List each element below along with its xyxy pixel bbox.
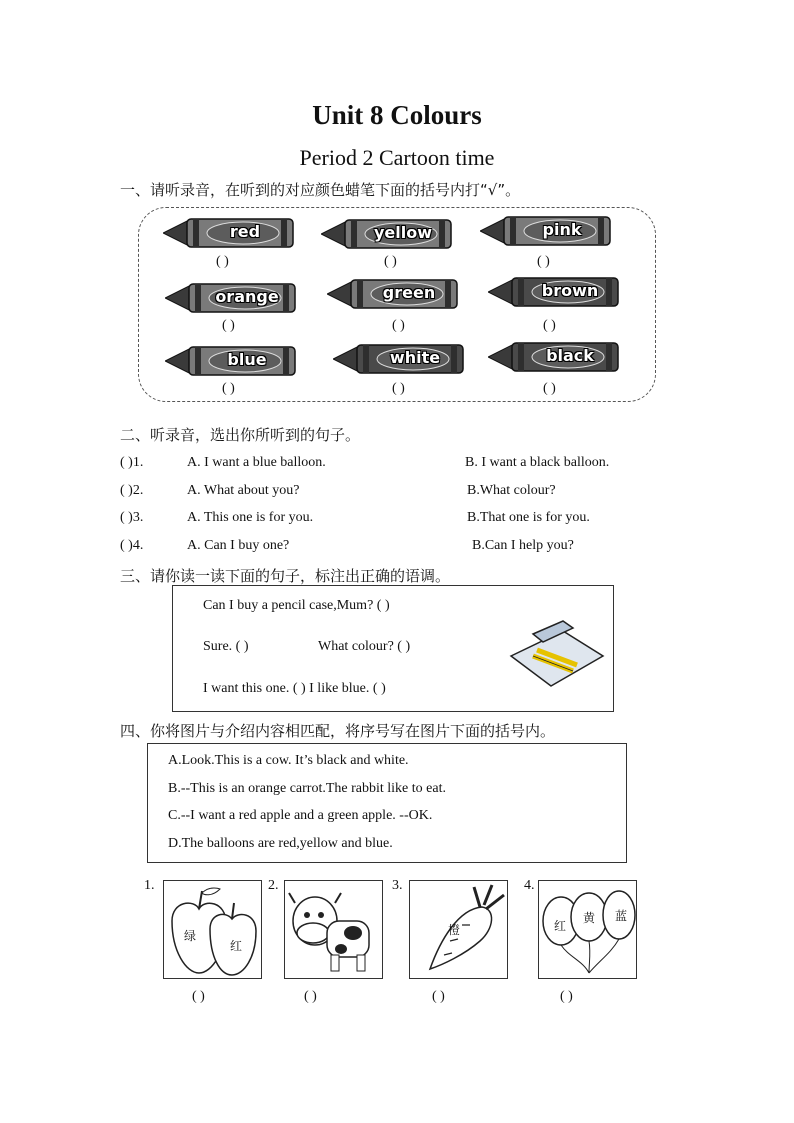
sentence-line-2a: Sure. ( ) — [203, 639, 249, 654]
question-number: ( )4. — [120, 538, 144, 553]
carrot-label: 橙 — [448, 923, 461, 937]
crayon-label: brown — [541, 281, 599, 300]
section1-heading: 一、请听录音，在听到的对应颜色蜡笔下面的括号内打“√”。 — [120, 181, 521, 199]
balloon-label-blue: 蓝 — [615, 909, 628, 923]
apple-label-red: 红 — [230, 939, 243, 953]
picture-num-4: 4. — [524, 878, 535, 893]
section2-heading: 二、听录音，选出你所听到的句子。 — [120, 426, 361, 444]
crayon-blue — [165, 344, 299, 378]
picture-num-2: 2. — [268, 878, 279, 893]
picture-paren-4: ( ) — [560, 989, 573, 1004]
apple-label-green: 绿 — [184, 929, 197, 943]
cow-picture — [284, 880, 383, 979]
section4-heading: 四、你将图片与介绍内容相匹配，将序号写在图片下面的括号内。 — [120, 722, 556, 740]
balloons-picture — [538, 880, 637, 979]
crayon-answer-paren: ( ) — [543, 318, 556, 333]
crayon-label: yellow — [373, 223, 433, 242]
balloon-label-yellow: 黄 — [583, 911, 596, 925]
question-option-a: A. I want a blue balloon. — [187, 455, 326, 470]
crayon-answer-paren: ( ) — [392, 318, 405, 333]
match-box — [147, 743, 627, 863]
picture-paren-1: ( ) — [192, 989, 205, 1004]
question-option-b: B.Can I help you? — [472, 538, 574, 553]
question-number: ( )1. — [120, 455, 144, 470]
sentence-line-3: I want this one. ( ) I like blue. ( ) — [203, 681, 386, 696]
match-option-d: D.The balloons are red,yellow and blue. — [168, 836, 393, 851]
question-option-a: A. Can I buy one? — [187, 538, 290, 553]
crayon-white — [333, 342, 467, 376]
apples-picture — [163, 880, 262, 979]
crayon-pink — [480, 214, 614, 248]
picture-num-3: 3. — [392, 878, 403, 893]
match-option-b: B.--This is an orange carrot.The rabbit like to eat. — [168, 781, 446, 796]
match-option-c: C.--I want a red apple and a green apple. --OK. — [168, 808, 433, 823]
question-option-a: A. What about you? — [187, 483, 300, 498]
question-number: ( )3. — [120, 510, 144, 525]
carrot-picture — [409, 880, 508, 979]
sentence-line-1: Can I buy a pencil case,Mum? ( ) — [203, 598, 390, 613]
pencil-case-icon — [503, 616, 611, 696]
crayon-label: white — [389, 348, 441, 367]
page-subtitle: Period 2 Cartoon time — [299, 145, 495, 170]
crayon-answer-paren: ( ) — [384, 254, 397, 269]
crayon-label: green — [382, 283, 436, 302]
balloon-label-red: 红 — [554, 919, 567, 933]
question-option-b: B.What colour? — [467, 483, 556, 498]
section3-heading: 三、请你读一读下面的句子，标注出正确的语调。 — [120, 567, 451, 585]
crayon-black — [488, 340, 622, 374]
crayon-answer-paren: ( ) — [392, 381, 405, 396]
crayon-yellow — [321, 217, 455, 251]
crayon-answer-paren: ( ) — [543, 381, 556, 396]
crayon-label: red — [229, 222, 261, 241]
picture-paren-3: ( ) — [432, 989, 445, 1004]
picture-paren-2: ( ) — [304, 989, 317, 1004]
picture-num-1: 1. — [144, 878, 155, 893]
crayon-label: orange — [215, 287, 279, 306]
sentence-line-2b: What colour? ( ) — [318, 639, 411, 654]
crayon-label: black — [546, 346, 594, 365]
crayon-red — [163, 216, 297, 250]
crayon-answer-paren: ( ) — [222, 318, 235, 333]
crayon-answer-paren: ( ) — [537, 254, 550, 269]
question-option-b: B. I want a black balloon. — [465, 455, 610, 470]
crayon-brown — [488, 275, 622, 309]
crayon-label: blue — [227, 350, 267, 369]
page-title: Unit 8 Colours — [312, 100, 482, 130]
crayon-orange — [165, 281, 299, 315]
crayon-green — [327, 277, 461, 311]
question-number: ( )2. — [120, 483, 144, 498]
sentence-box — [172, 585, 614, 712]
match-option-a: A.Look.This is a cow. It’s black and white. — [168, 753, 409, 768]
question-option-a: A. This one is for you. — [187, 510, 314, 525]
crayon-answer-paren: ( ) — [222, 381, 235, 396]
question-option-b: B.That one is for you. — [467, 510, 590, 525]
cow-icon — [285, 881, 382, 978]
apples-icon — [164, 881, 261, 978]
crayon-label: pink — [542, 220, 582, 239]
crayon-answer-paren: ( ) — [216, 254, 229, 269]
